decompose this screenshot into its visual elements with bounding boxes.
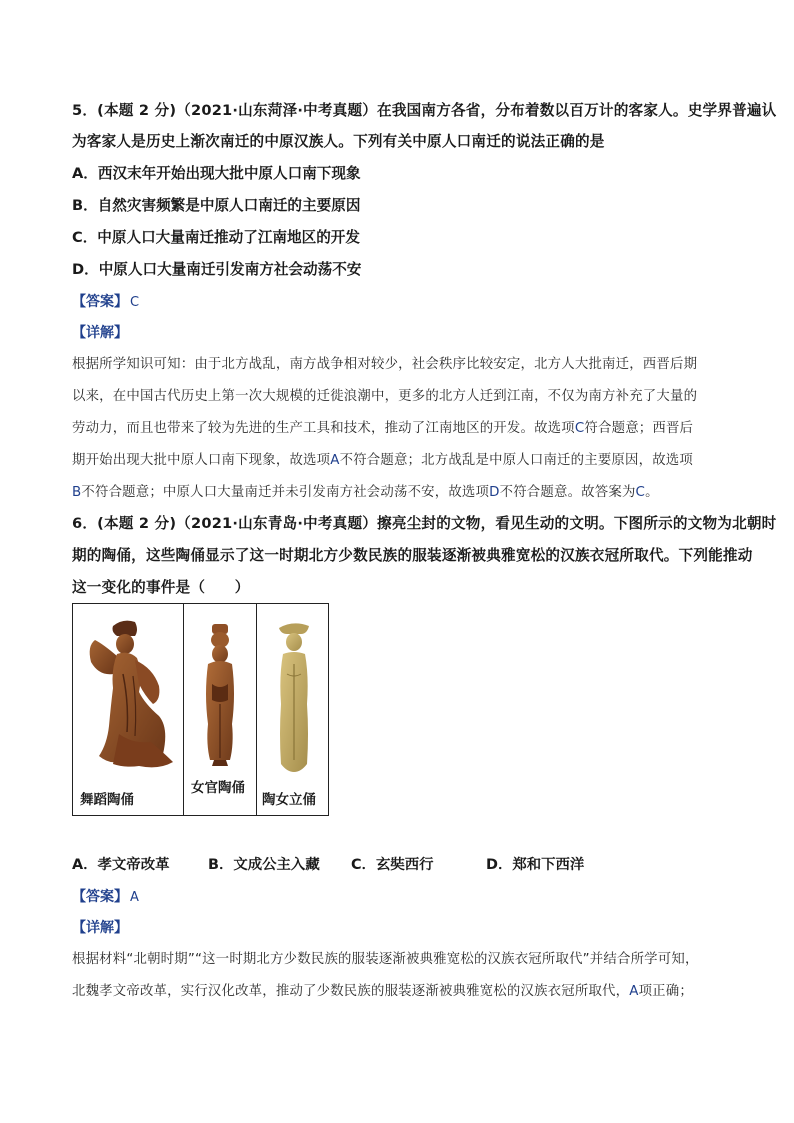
q6-stem-line-1: 6．(本题 2 分)（2021·山东青岛·中考真题）擦亮尘封的文物，看见生动的文明。下图所示的文物为北朝时 <box>72 515 777 532</box>
q6-detail-label: 【详解】 <box>72 920 128 936</box>
q5-explanation-line-1: 根据所学知识可知：由于北方战乱，南方战争相对较少，社会秩序比较安定，北方人大批南迁，西晋后期 <box>72 357 698 372</box>
q5-option-a: A．西汉末年开始出现大批中原人口南下现象 <box>72 165 361 182</box>
caption-standing-female-figurine: 陶女立俑 <box>262 792 316 808</box>
answer-label: 【答案】 <box>72 889 128 905</box>
q6-explanation-line-1: 根据材料“北朝时期”“这一时期北方少数民族的服装逐渐被典雅宽松的汉族衣冠所取代”并结合所学可知， <box>72 952 699 967</box>
q5-option-b: B．自然灾害频繁是中原人口南迁的主要原因 <box>72 197 361 214</box>
q5-explanation-line-4: 期开始出现大批中原人口南下现象，故选项A不符合题意；北方战乱是中原人口南迁的主要原因，故选项 <box>72 453 693 468</box>
figure-cell-standing-female-figurine <box>256 604 329 815</box>
answer-value: A <box>130 890 139 905</box>
q5-answer <box>72 290 139 314</box>
q6-option-c: C．玄奘西行 <box>351 857 434 873</box>
q6-stem-line-3: 这一变化的事件是（ ） <box>72 579 250 596</box>
q5-explanation-line-3: 劳动力，而且也带来了较为先进的生产工具和技术，推动了江南地区的开发。故选项C符合题意；西晋后 <box>72 421 694 436</box>
figure-cell-dancing-figurine <box>73 604 183 815</box>
standing-female-figurine-image <box>257 604 329 815</box>
q6-stem-line-2: 期的陶俑，这些陶俑显示了这一时期北方少数民族的服装逐渐被典雅宽松的汉族衣冠所取代。下列能推动 <box>72 547 753 564</box>
q6-option-a: A．孝文帝改革 <box>72 857 170 873</box>
answer-value: C <box>130 295 140 310</box>
q6-option-b: B．文成公主入藏 <box>208 857 320 873</box>
dancing-figurine-image <box>73 604 183 815</box>
q5-option-c: C．中原人口大量南迁推动了江南地区的开发 <box>72 229 360 246</box>
q5-stem-line-1: 5．(本题 2 分)（2021·山东菏泽·中考真题）在我国南方各省，分布着数以百万计的客家人。史学界普遍认 <box>72 102 777 119</box>
caption-dancing-figurine: 舞蹈陶俑 <box>80 792 134 808</box>
caption-female-official-figurine: 女官陶俑 <box>191 780 245 796</box>
q6-answer <box>72 885 139 909</box>
q5-stem-line-2: 为客家人是历史上渐次南迁的中原汉族人。下列有关中原人口南迁的说法正确的是 <box>72 133 605 150</box>
answer-label: 【答案】 <box>72 294 128 310</box>
q5-detail-label: 【详解】 <box>72 325 128 341</box>
q5-explanation-line-2: 以来，在中国古代历史上第一次大规模的迁徙浪潮中，更多的北方人迁到江南，不仅为南方补充了大量的 <box>72 389 698 404</box>
q5-option-d: D．中原人口大量南迁引发南方社会动荡不安 <box>72 261 362 278</box>
q5-explanation-line-5: B不符合题意；中原人口大量南迁并未引发南方社会动荡不安，故选项D不符合题意。故答案为C。 <box>72 485 659 500</box>
q6-option-d: D．郑和下西洋 <box>486 857 585 873</box>
q6-explanation-line-2: 北魏孝文帝改革，实行汉化改革，推动了少数民族的服装逐渐被典雅宽松的汉族衣冠所取代，A项正确； <box>72 984 693 999</box>
figurines-figure <box>72 603 329 816</box>
